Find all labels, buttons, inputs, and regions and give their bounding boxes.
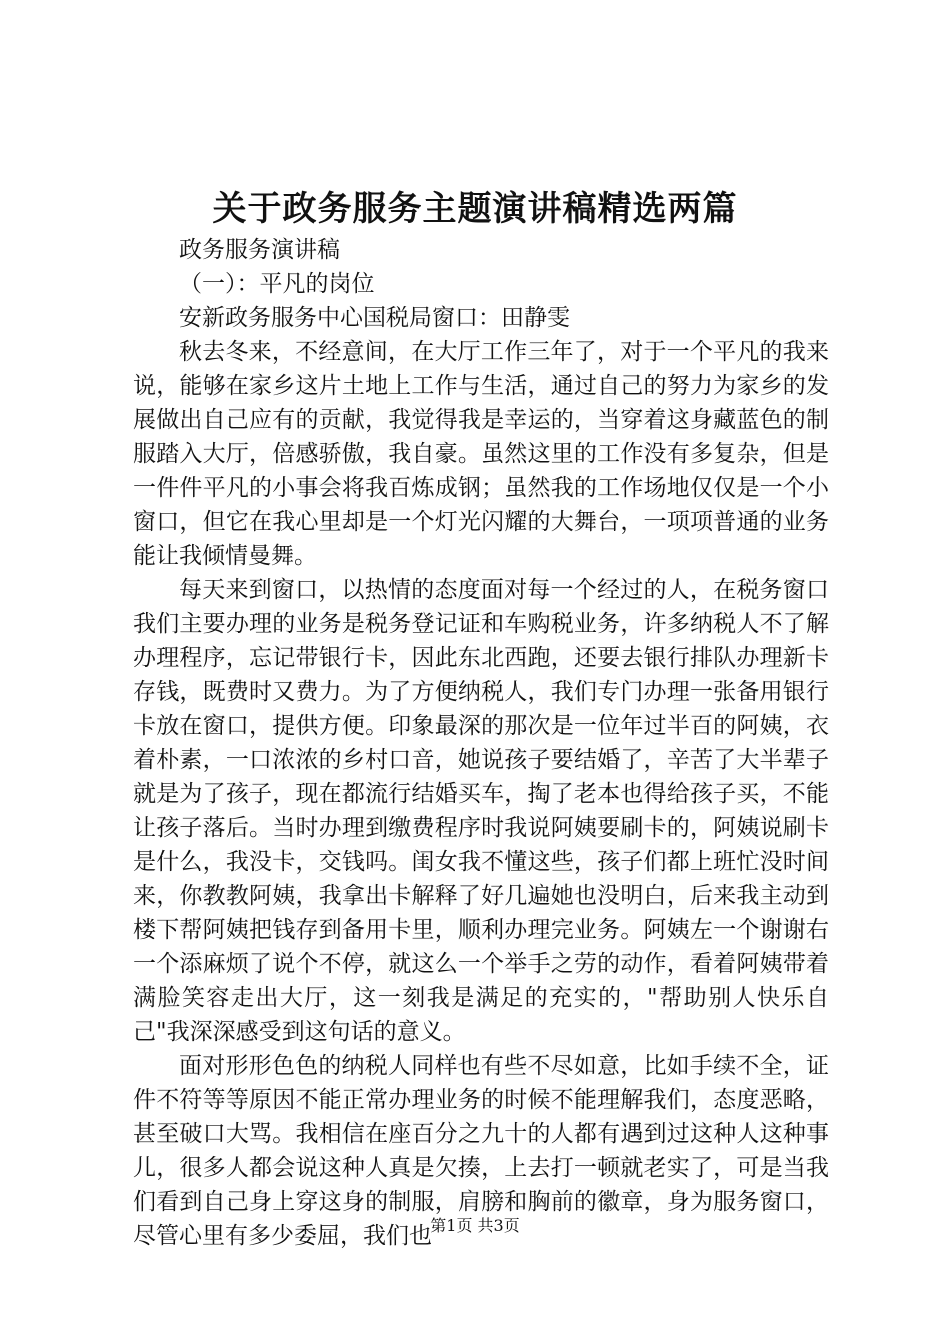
- document-body: [133, 233, 829, 1253]
- page-footer: 第1页 共3页: [430, 1216, 520, 1235]
- paragraph-2: 每天来到窗口，以热情的态度面对每一个经过的人，在税务窗口我们主要办理的业务是税务登记证和车购税业务，许多纳税人不了解办理程序，忘记带银行卡，因此东北西跑，还要去银行排队办理新卡存钱，既费时又费力。为了方便纳税人，我们专门办理一张备用银行卡放在窗口，提供方便。印象最深的那次是一位年过半百的阿姨，衣着朴素，一口浓浓的乡村口音，她说孩子要结婚了，辛苦了大半辈子就是为了孩子，现在都流行结婚买车，掏了老本也得给孩子买，不能让孩子落后。当时办理到缴费程序时我说阿姨要刷卡的，阿姨说刷卡是什么，我没卡，交钱吗。闺女我不懂这些，孩子们都上班忙没时间来，你教教阿姨，我拿出卡解释了好几遍她也没明白，后来我主动到楼下帮阿姨把钱存到备用卡里，顺利办理完业务。阿姨左一个谢谢右一个添麻烦了说个不停，就这么一个举手之劳的动作，看着阿姨带着满脸笑容走出大厅，这一刻我是满足的充实的，"帮助别人快乐自己"我深深感受到这句话的意义。: [133, 577, 829, 1045]
- document-title: 关于政务服务主题演讲稿精选两篇: [212, 189, 738, 229]
- paragraph-1: 秋去冬来，不经意间，在大厅工作三年了，对于一个平凡的我来说，能够在家乡这片土地上工作与生活，通过自己的努力为家乡的发展做出自己应有的贡献，我觉得我是幸运的，当穿着这身藏蓝色的制服踏入大厅，倍感骄傲，我自豪。虽然这里的工作没有多复杂，但是一件件平凡的小事会将我百炼成钢；虽然我的工作场地仅仅是一个小窗口，但它在我心里却是一个灯光闪耀的大舞台，一项项普通的业务能让我倾情曼舞。: [133, 339, 829, 569]
- author-line: 安新政务服务中心国税局窗口：田静雯: [179, 305, 570, 331]
- paragraph-3: 面对形形色色的纳税人同样也有些不尽如意，比如手续不全，证件不符等等原因不能正常办理业务的时候不能理解我们，态度恶略，甚至破口大骂。我相信在座百分之九十的人都有遇到过这种人这种事儿，很多人都会说这种人真是欠揍，上去打一顿就老实了，可是当我们看到自己身上穿这身的制服，肩膀和胸前的徽章，身为服务窗口，尽管心里有多少委屈，我们也: [133, 1053, 829, 1249]
- speech-heading: 政务服务演讲稿: [179, 237, 340, 263]
- section-heading: （一）：平凡的岗位: [179, 271, 375, 297]
